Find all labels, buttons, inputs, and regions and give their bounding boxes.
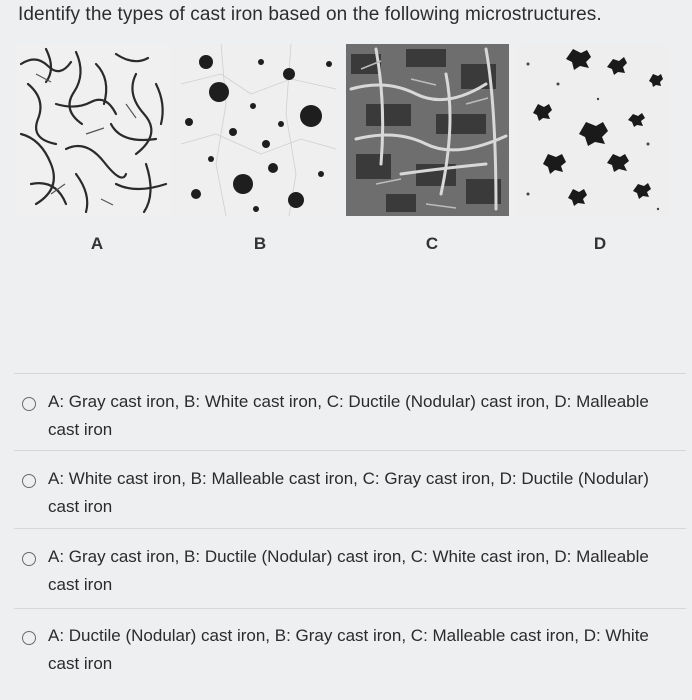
radio-button-icon[interactable] (22, 397, 36, 411)
answer-option-text: A: Gray cast iron, B: White cast iron, C: Ductile (Nodular) cast iron, D: Malleable cast iron (48, 392, 649, 439)
divider (14, 608, 686, 609)
answer-option-3[interactable] (22, 547, 662, 599)
microstructure-image-d (518, 44, 668, 216)
radio-button-icon[interactable] (22, 474, 36, 488)
question-text: Identify the types of cast iron based on the following microstructures. (18, 4, 602, 25)
answer-option-2[interactable] (22, 469, 662, 521)
figure-label-d: D (593, 234, 607, 253)
radio-button-icon[interactable] (22, 552, 36, 566)
figure-label-c: C (425, 234, 439, 253)
answer-option-1[interactable] (22, 392, 662, 444)
answer-option-4[interactable] (22, 626, 662, 678)
divider (14, 450, 686, 451)
figure-label-a: A (90, 234, 104, 253)
figure-label-b: B (253, 234, 267, 253)
divider (14, 373, 686, 374)
microstructure-image-a (16, 44, 170, 216)
divider (14, 528, 686, 529)
microstructure-image-c (346, 44, 509, 216)
radio-button-icon[interactable] (22, 631, 36, 645)
microstructure-image-b (181, 44, 336, 216)
answer-option-text: A: White cast iron, B: Malleable cast iron, C: Gray cast iron, D: Ductile (Nodular) cast iron (48, 469, 649, 516)
answer-option-text: A: Gray cast iron, B: Ductile (Nodular) cast iron, C: White cast iron, D: Malleable cast iron (48, 547, 649, 594)
answer-option-text: A: Ductile (Nodular) cast iron, B: Gray cast iron, C: Malleable cast iron, D: White cast iron (48, 626, 649, 673)
